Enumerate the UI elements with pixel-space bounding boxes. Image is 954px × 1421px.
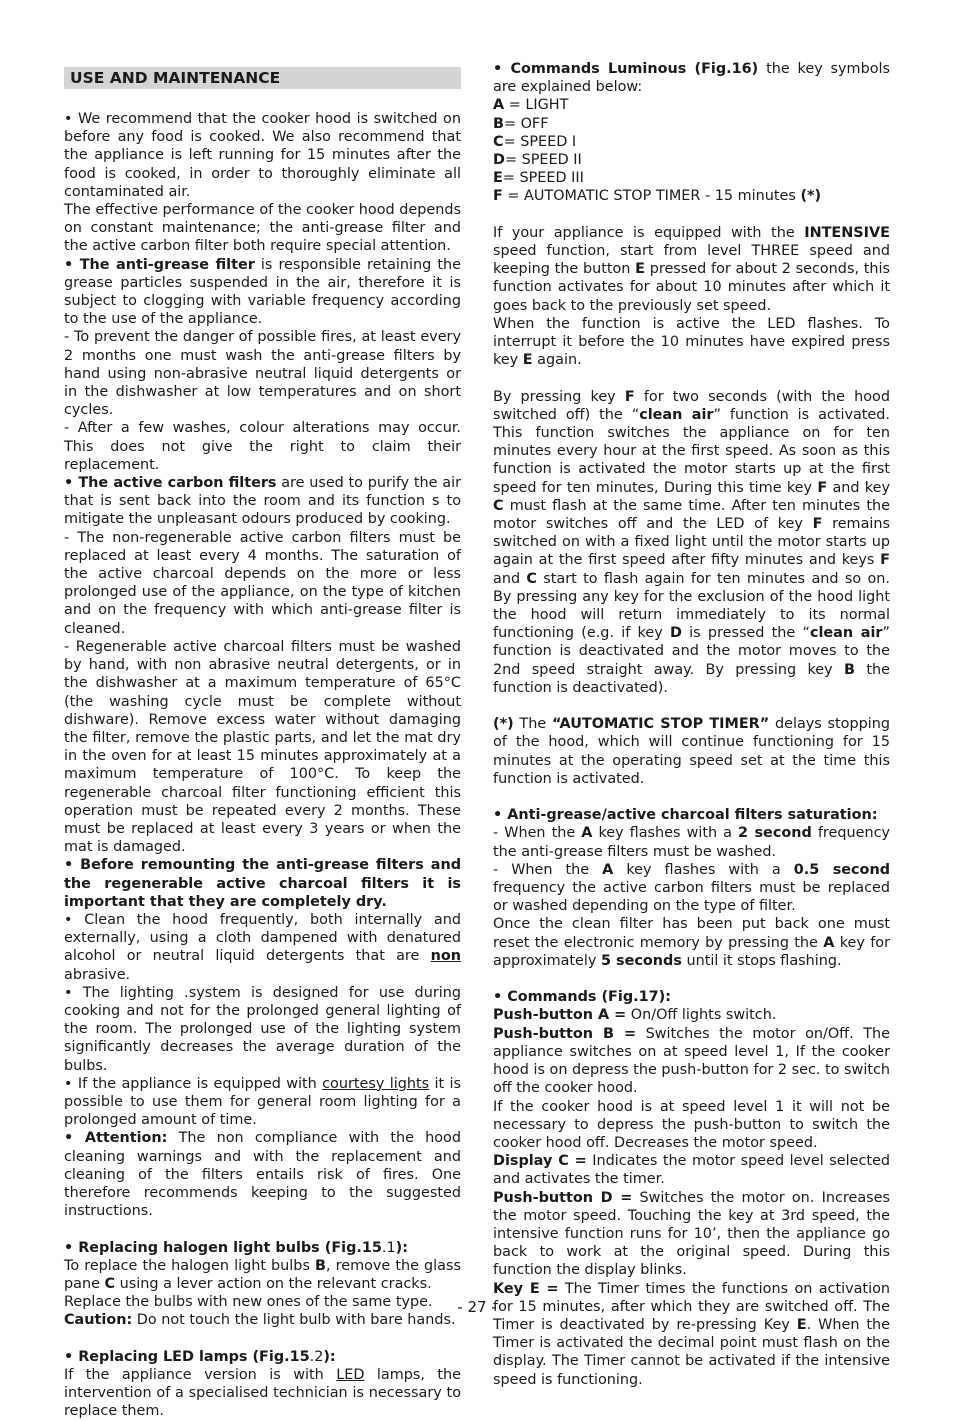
- list-item: D= SPEED II: [493, 152, 582, 169]
- paragraph: - Regenerable active charcoal filters must be washed by hand, with non abrasive neutral detergents, or in the dishwasher at a maximum temperature of 65°C (the washing cycle must be complete without dishware). Remove excess water without damaging the filter, remove the plastic parts, and let the mat dry in the oven for at least 15 minutes approximately at a maximum temperature of 100°C. To keep the regenerable charcoal filter functioning efficient this operation must be repeated every 2 months. These must be replaced at least every 3 years or when the mat is damaged.: [64, 638, 461, 856]
- paragraph: By pressing key F for two seconds (with the hood switched off) the “clean air” function is activated. This function switches the appliance on for ten minutes every hour at the first speed. As soon as this function is activated the motor starts up at the first speed for ten minutes, During this time key F and key C must flash at the same time. After ten minutes the motor switches off and the LED of key F remains switched on with a fixed light until the motor starts up again at the first speed after fifty minutes and keys F and C start to flash again for ten minutes and so on. By pressing any key for the exclusion of the hood light the hood will return immediately to its normal functioning (e.g. if key D is pressed the “clean air” function is deactivated and the motor moves to the 2nd speed straight away. By pressing key B the function is deactivated).: [493, 388, 891, 696]
- subheading: • Replacing halogen light bulbs (Fig.15.1):: [64, 1239, 408, 1256]
- paragraph: Display C = Indicates the motor speed level selected and activates the timer.: [493, 1153, 890, 1188]
- list-item: A = LIGHT: [493, 97, 569, 114]
- paragraph: - The non-regenerable active carbon filters must be replaced at least every 4 months. The saturation of the active charcoal depends on the more or less prolonged use of the appliance, on the type of kitchen and on the frequency with which anti-grease filter is cleaned.: [64, 529, 461, 637]
- paragraph: Caution: Do not touch the light bulb with bare hands.: [64, 1312, 456, 1329]
- list-item: B= OFF: [493, 115, 549, 132]
- paragraph: • The active carbon filters are used to purify the air that is sent back into the room and its function s to mitigate the unpleasant odours produced by cooking.: [64, 475, 461, 528]
- paragraph: - After a few washes, colour alterations may occur. This does not give the right to claim their replacement.: [64, 420, 461, 473]
- paragraph: When the function is active the LED flashes. To interrupt it before the 10 minutes have expired press key E again.: [493, 315, 890, 369]
- paragraph: • Clean the hood frequently, both internally and externally, using a cloth dampened with denatured alcohol or neutral liquid detergents that are non abrasive.: [64, 911, 461, 983]
- paragraph: • The lighting .system is designed for use during cooking and not for the prolonged general lighting of the room. The prolonged use of the lighting system significantly decreases the average duration of the bulbs.: [64, 984, 461, 1074]
- key-list: [493, 96, 890, 205]
- subheading: • Anti-grease/active charcoal filters saturation:: [493, 807, 878, 824]
- paragraph: • Before remounting the anti-grease filters and the regenerable active charcoal filters it is important that they are completely dry.: [64, 857, 461, 910]
- paragraph: Push-button B = Switches the motor on/Off. The appliance switches on at speed level 1, If the cooker hood is on depress the push-button for 2 sec. to switch off the cooker hood.: [493, 1025, 890, 1097]
- paragraph: If your appliance is equipped with the INTENSIVE speed function, start from level THREE speed and keeping the button E pressed for about 2 seconds, this function activates for about 10 minutes after which it goes back to the previously set speed.: [493, 224, 890, 314]
- paragraph: Push-button A = On/Off lights switch.: [493, 1007, 777, 1024]
- list-item: F = AUTOMATIC STOP TIMER - 15 minutes (*): [493, 188, 822, 205]
- subheading: • Commands (Fig.17):: [493, 989, 671, 1006]
- paragraph: (*) The “AUTOMATIC STOP TIMER” delays stopping of the hood, which will continue functioning for 15 minutes at the operating speed set at the time this function is activated.: [493, 716, 890, 787]
- paragraph: Replace the bulbs with new ones of the same type.: [64, 1294, 433, 1311]
- list-item: C= SPEED I: [493, 133, 577, 150]
- paragraph: • We recommend that the cooker hood is switched on before any food is cooked. We also recommend that the appliance is left running for 15 minutes after the food is cooked, in order to thoroughly eliminate all contaminated air.: [64, 111, 461, 200]
- paragraph: - To prevent the danger of possible fires, at least every 2 months one must wash the anti-grease filters by hand using non-abrasive neutral liquid detergents or in the dishwasher at low temperatures and on short cycles.: [64, 329, 461, 419]
- paragraph: Push-button D = Switches the motor on. Increases the motor speed. Touching the key at 3rd speed, the intensive function runs for 10’, then the appliance go back to work at the original speed. During this function the display blinks.: [493, 1189, 890, 1279]
- left-column: [64, 60, 461, 1421]
- paragraph: To replace the halogen light bulbs B, remove the glass pane C using a lever action on the relevant cracks.: [64, 1257, 461, 1292]
- paragraph: • Attention: The non compliance with the hood cleaning warnings and with the replacement and cleaning of the filters entails risk of fires. One therefore recommends keeping to the suggested instructions.: [64, 1130, 461, 1220]
- page-number: - 27 -: [457, 1298, 497, 1316]
- list-item: E= SPEED III: [493, 170, 584, 187]
- subheading: • Replacing LED lamps (Fig.15.2):: [64, 1348, 336, 1365]
- paragraph: The effective performance of the cooker hood depends on constant maintenance; the anti-grease filter and the active carbon filter both require special attention.: [64, 202, 461, 255]
- right-column: [493, 60, 890, 1389]
- paragraph: Key E = The Timer times the functions on activation for 15 minutes, after which they are switched off. The Timer is deactivated by re-pressing Key E. When the Timer is activated the decimal point must flash on the display. The Timer cannot be activated if the intensive speed is functioning.: [493, 1280, 891, 1388]
- paragraph: - When the A key flashes with a 0.5 second frequency the active carbon filters must be replaced or washed depending on the type of filter.: [493, 861, 890, 915]
- paragraph: - When the A key flashes with a 2 second frequency the anti-grease filters must be washed.: [493, 825, 890, 860]
- section-heading: USE AND MAINTENANCE: [64, 67, 461, 89]
- paragraph: If the appliance version is with LED lamps, the intervention of a specialised technician is necessary to replace them.: [64, 1366, 461, 1420]
- paragraph: Once the clean filter has been put back one must reset the electronic memory by pressing the A key for approximately 5 seconds until it stops flashing.: [493, 916, 890, 969]
- paragraph: • The anti-grease filter is responsible retaining the grease particles suspended in the air, therefore it is subject to clogging with variable frequency according to the use of the appliance.: [64, 256, 461, 328]
- paragraph: • If the appliance is equipped with courtesy lights it is possible to use them for general room lighting for a prolonged amount of time.: [64, 1075, 461, 1129]
- paragraph: • Commands Luminous (Fig.16) the key symbols are explained below:: [493, 61, 891, 96]
- paragraph: If the cooker hood is at speed level 1 it will not be necessary to depress the push-button to switch the cooker hood off. Decreases the motor speed.: [493, 1098, 890, 1151]
